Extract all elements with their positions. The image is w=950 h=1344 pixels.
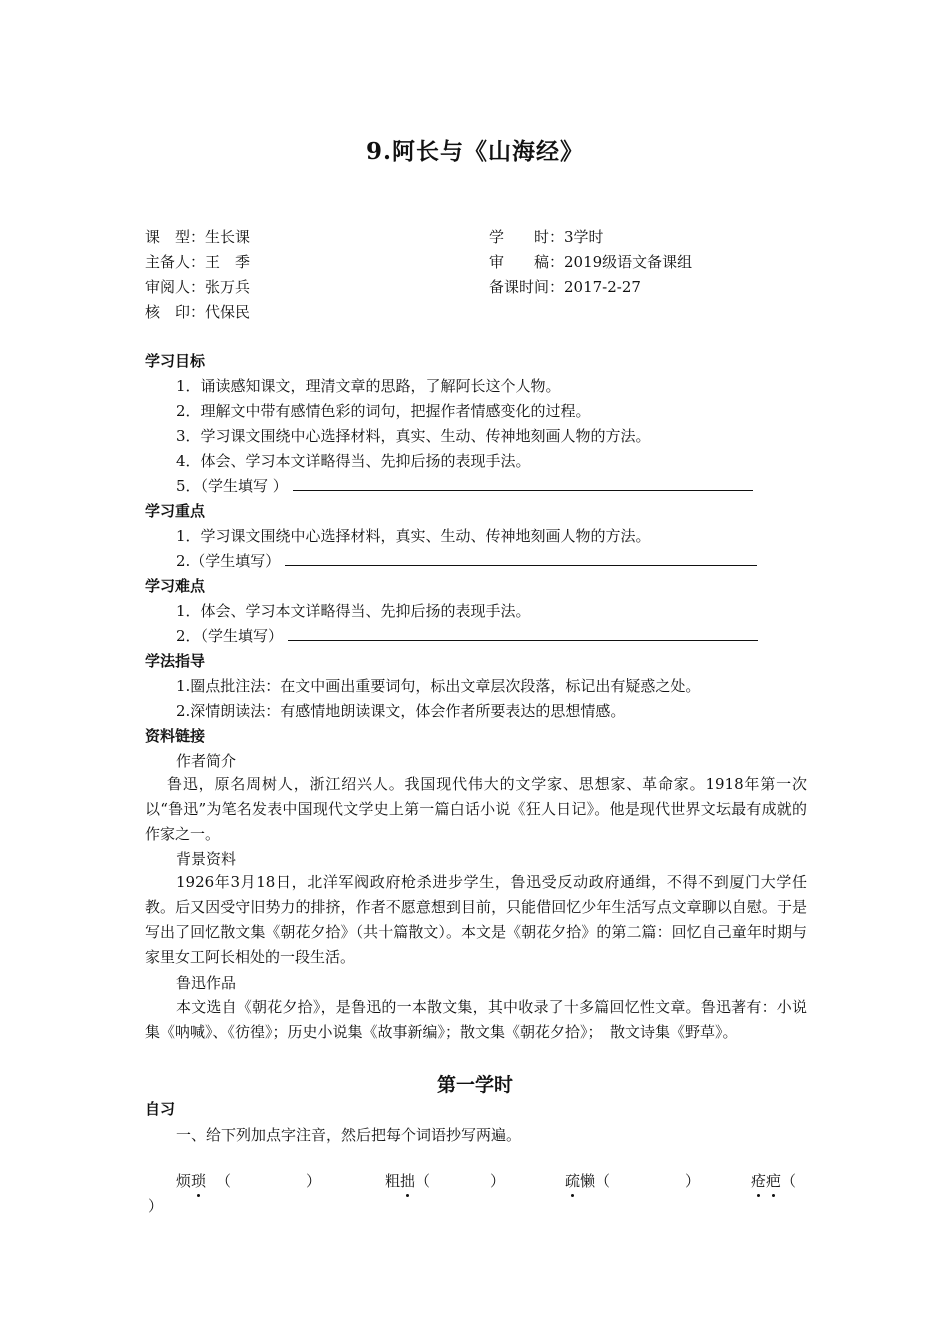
meta-left — [145, 225, 250, 325]
word-char: 粗 — [385, 1172, 401, 1190]
background-text: 1926年3月18日，北洋军阀政府枪杀进步学生，鲁迅受反动政府通缉，不得不到厦门大学任教。后又因受守旧势力的排挤，作者不愿意想到目前，只能借回忆少年生活写点文章聊以自慰。于是写出了回忆散文集《朝花夕拾》（共十篇散文）。本文是《朝花夕拾》的第二篇：回忆自己童年时期与家里女工阿长相处的一段生活。 — [145, 873, 807, 966]
key-point-item: 1．学习课文围绕中心选择材料，真实、生动、传神地刻画人物的方法。 — [176, 527, 651, 545]
key-points-heading: 学习重点 — [145, 502, 206, 520]
word-item — [385, 1170, 505, 1191]
pinyin-blank[interactable]: （ ） — [415, 1172, 506, 1190]
objective-item: 2．理解文中带有感情色彩的词句，把握作者情感变化的过程。 — [176, 402, 591, 420]
dotted-char: 疮 — [751, 1172, 767, 1190]
works-text: 本文选自《朝花夕拾》，是鲁迅的一本散文集，其中收录了十多篇回忆性文章。鲁迅著有：小说集《呐喊》、《彷徨》；历史小说集《故事新编》；散文集《朝花夕拾》； 散文诗集《野草》。 — [145, 998, 807, 1041]
objective-item: 4．体会、学习本文详略得当、先抑后扬的表现手法。 — [176, 452, 531, 470]
methods-heading: 学法指导 — [145, 652, 206, 670]
resources-heading: 资料链接 — [145, 727, 206, 745]
word-char: 懒 — [580, 1172, 596, 1190]
pinyin-blank[interactable]: （ ） — [216, 1172, 322, 1190]
word-char: 烦 — [176, 1172, 192, 1190]
objective-item-label: 5．（学生填写 ） — [176, 477, 288, 495]
pinyin-blank[interactable]: （ ） — [595, 1172, 701, 1190]
objective-item-fill — [176, 475, 753, 496]
wrap-close: ） — [148, 1197, 164, 1215]
method-item: 2.深情朗读法：有感情地朗读课文，体会作者所要表达的思想情感。 — [176, 702, 626, 720]
word-item — [565, 1170, 700, 1191]
meta-right — [489, 225, 692, 300]
dotted-char: 疤 — [766, 1172, 782, 1190]
fill-in-blank[interactable] — [285, 551, 757, 566]
word-item — [176, 1170, 321, 1191]
page-title: 9.阿长与《山海经》 — [365, 138, 584, 165]
author-text: 鲁迅，原名周树人，浙江绍兴人。我国现代伟大的文学家、思想家、革命家。1918年第一次以“鲁迅”为笔名发表中国现代文学史上第一篇白话小说《狂人日记》。他是现代世界文坛最有成就的作家之一。 — [145, 775, 807, 843]
key-point-item-label: 2.（学生填写） — [176, 552, 281, 570]
meta-preparer: 主备人：王 季 — [145, 253, 251, 271]
meta-audit: 审 稿：2019级语文备课组 — [489, 253, 693, 271]
meta-course-type: 课 型：生长课 — [145, 228, 251, 246]
background-label: 背景资料 — [176, 850, 237, 868]
word-item — [751, 1170, 796, 1191]
dotted-char: 拙 — [400, 1172, 416, 1190]
meta-date: 备课时间：2017-2-27 — [489, 278, 641, 296]
objective-item: 1．诵读感知课文，理清文章的思路，了解阿长这个人物。 — [176, 377, 561, 395]
self-study-task: 一、给下列加点字注音，然后把每个词语抄写两遍。 — [176, 1126, 522, 1144]
self-study-heading: 自习 — [145, 1100, 176, 1118]
meta-approver: 核 印：代保民 — [145, 303, 251, 321]
fill-in-blank[interactable] — [288, 626, 758, 641]
objectives-heading: 学习目标 — [145, 352, 206, 370]
fill-in-blank[interactable] — [293, 476, 753, 491]
dotted-char: 琐 — [191, 1172, 207, 1190]
lesson-title: 第一学时 — [436, 1074, 513, 1096]
objective-item: 3．学习课文围绕中心选择材料，真实、生动、传神地刻画人物的方法。 — [176, 427, 651, 445]
key-point-item-fill — [176, 550, 757, 571]
author-label: 作者简介 — [176, 752, 237, 770]
dotted-char: 疏 — [565, 1172, 581, 1190]
pinyin-blank[interactable]: （ — [781, 1172, 797, 1190]
difficulties-heading: 学习难点 — [145, 577, 206, 595]
meta-reviewer: 审阅人：张万兵 — [145, 278, 251, 296]
meta-hours: 学 时：3学时 — [489, 228, 604, 246]
method-item: 1.圈点批注法：在文中画出重要词句，标出文章层次段落，标记出有疑惑之处。 — [176, 677, 701, 695]
difficulty-item-label: 2．（学生填写） — [176, 627, 284, 645]
works-label: 鲁迅作品 — [176, 974, 237, 992]
difficulty-item: 1．体会、学习本文详略得当、先抑后扬的表现手法。 — [176, 602, 531, 620]
difficulty-item-fill — [176, 625, 758, 646]
